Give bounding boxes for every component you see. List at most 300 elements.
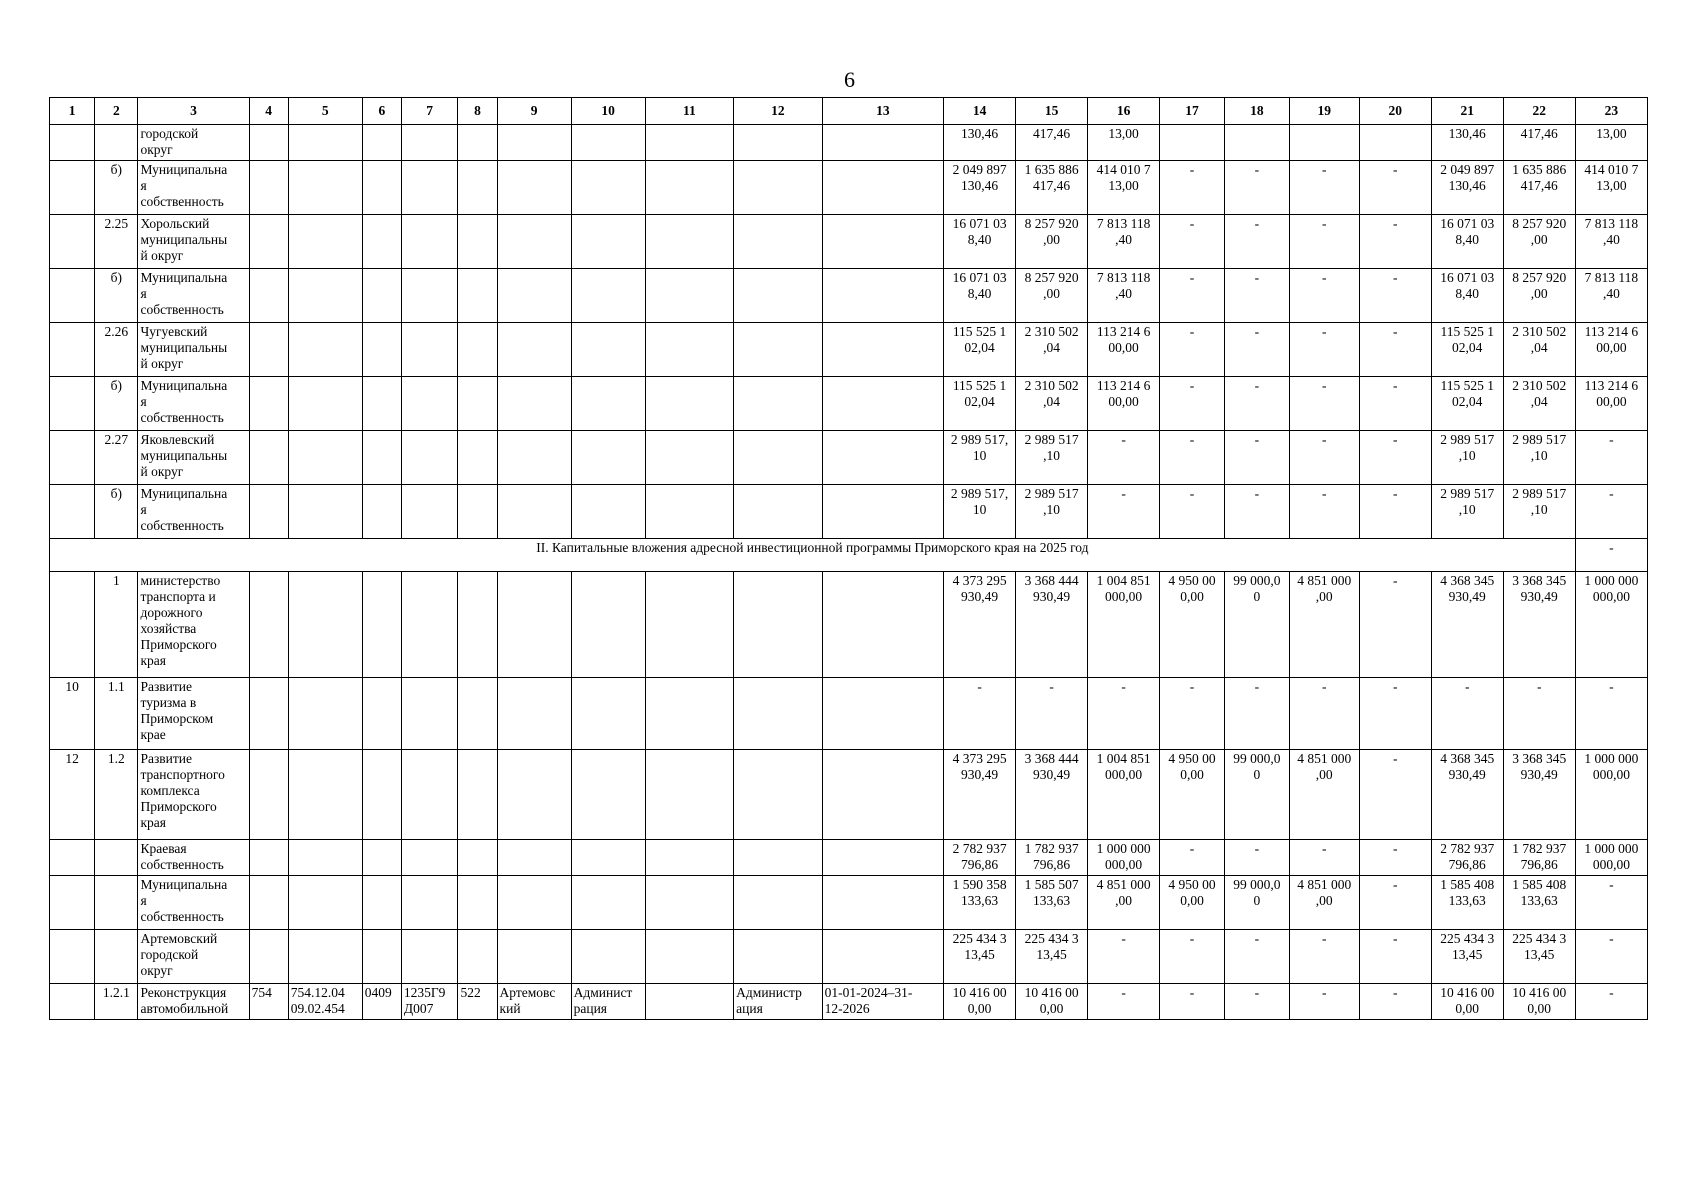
- cell-col-23: -: [1575, 876, 1647, 930]
- cell-col-13: [822, 876, 943, 930]
- cell-col-3: Муниципальна я собственность: [138, 485, 249, 539]
- cell-col-14: 1 590 358 133,63: [944, 876, 1016, 930]
- cell-col-17: -: [1160, 161, 1225, 215]
- cell-col-11: [645, 876, 733, 930]
- cell-col-15: 2 989 517 ,10: [1016, 485, 1088, 539]
- cell-col-16: -: [1088, 678, 1160, 750]
- cell-col-3: Развитие транспортного комплекса Приморского края: [138, 750, 249, 840]
- column-header-8: 8: [458, 98, 497, 125]
- column-header-1: 1: [50, 98, 95, 125]
- column-header-11: 11: [645, 98, 733, 125]
- column-header-10: 10: [571, 98, 645, 125]
- cell-col-3: министерство транспорта и дорожного хозяйства Приморского края: [138, 572, 249, 678]
- cell-col-5: [288, 125, 362, 161]
- column-header-16: 16: [1088, 98, 1160, 125]
- cell-col-1: [50, 485, 95, 539]
- cell-col-9: [497, 161, 571, 215]
- cell-col-19: -: [1289, 678, 1359, 750]
- cell-col-8: [458, 678, 497, 750]
- cell-col-8: [458, 485, 497, 539]
- cell-col-23: 414 010 7 13,00: [1575, 161, 1647, 215]
- cell-col-22: 2 989 517 ,10: [1503, 485, 1575, 539]
- cell-col-11: [645, 485, 733, 539]
- cell-col-21: 10 416 00 0,00: [1431, 984, 1503, 1020]
- cell-col-18: -: [1224, 269, 1289, 323]
- column-header-7: 7: [401, 98, 458, 125]
- cell-col-9: [497, 125, 571, 161]
- column-header-15: 15: [1016, 98, 1088, 125]
- cell-col-18: -: [1224, 377, 1289, 431]
- cell-col-17: -: [1160, 840, 1225, 876]
- cell-col-10: [571, 377, 645, 431]
- cell-col-5: [288, 161, 362, 215]
- cell-col-2: 1.2.1: [95, 984, 138, 1020]
- cell-col-6: [362, 485, 401, 539]
- cell-col-14: 130,46: [944, 125, 1016, 161]
- cell-col-14: 2 782 937 796,86: [944, 840, 1016, 876]
- cell-col-11: [645, 750, 733, 840]
- cell-col-21: -: [1431, 678, 1503, 750]
- cell-col-21: 4 368 345 930,49: [1431, 572, 1503, 678]
- cell-col-2: б): [95, 161, 138, 215]
- table-row: [50, 377, 1648, 431]
- cell-col-8: [458, 840, 497, 876]
- cell-col-10: [571, 840, 645, 876]
- cell-col-13: [822, 750, 943, 840]
- cell-col-21: 16 071 03 8,40: [1431, 215, 1503, 269]
- cell-col-17: 4 950 00 0,00: [1160, 572, 1225, 678]
- cell-col-21: 4 368 345 930,49: [1431, 750, 1503, 840]
- cell-col-18: [1224, 125, 1289, 161]
- cell-col-14: 16 071 03 8,40: [944, 269, 1016, 323]
- table-row: [50, 930, 1648, 984]
- cell-col-17: -: [1160, 215, 1225, 269]
- table-row: [50, 485, 1648, 539]
- cell-col-10: [571, 125, 645, 161]
- cell-col-18: -: [1224, 215, 1289, 269]
- cell-col-14: 115 525 1 02,04: [944, 377, 1016, 431]
- column-header-21: 21: [1431, 98, 1503, 125]
- cell-col-6: [362, 215, 401, 269]
- cell-col-9: [497, 431, 571, 485]
- cell-col-5: [288, 572, 362, 678]
- cell-col-23: 113 214 6 00,00: [1575, 323, 1647, 377]
- cell-col-9: [497, 840, 571, 876]
- table-row: [50, 215, 1648, 269]
- cell-col-18: -: [1224, 431, 1289, 485]
- cell-col-21: 2 989 517 ,10: [1431, 431, 1503, 485]
- cell-col-22: 2 310 502 ,04: [1503, 323, 1575, 377]
- cell-col-8: [458, 930, 497, 984]
- cell-col-17: -: [1160, 323, 1225, 377]
- cell-col-4: [249, 572, 288, 678]
- cell-col-1: [50, 269, 95, 323]
- cell-col-1: [50, 431, 95, 485]
- cell-col-14: 10 416 00 0,00: [944, 984, 1016, 1020]
- cell-col-19: -: [1289, 269, 1359, 323]
- cell-col-4: [249, 485, 288, 539]
- cell-col-13: 01-01-2024–31- 12-2026: [822, 984, 943, 1020]
- cell-col-22: 3 368 345 930,49: [1503, 750, 1575, 840]
- cell-col-6: [362, 678, 401, 750]
- table-row: [50, 125, 1648, 161]
- cell-col-15: 225 434 3 13,45: [1016, 930, 1088, 984]
- cell-col-22: 2 989 517 ,10: [1503, 431, 1575, 485]
- cell-col-11: [645, 323, 733, 377]
- cell-col-18: -: [1224, 984, 1289, 1020]
- cell-col-2: 1: [95, 572, 138, 678]
- cell-col-14: 16 071 03 8,40: [944, 215, 1016, 269]
- cell-col-21: 130,46: [1431, 125, 1503, 161]
- cell-col-16: 13,00: [1088, 125, 1160, 161]
- cell-col-23: 7 813 118 ,40: [1575, 215, 1647, 269]
- cell-col-22: -: [1503, 678, 1575, 750]
- cell-col-12: [734, 125, 822, 161]
- cell-col-11: [645, 125, 733, 161]
- cell-col-5: [288, 876, 362, 930]
- cell-col-7: [401, 678, 458, 750]
- cell-col-10: [571, 572, 645, 678]
- cell-col-11: [645, 984, 733, 1020]
- cell-col-13: [822, 431, 943, 485]
- cell-col-23: -: [1575, 930, 1647, 984]
- cell-col-13: [822, 840, 943, 876]
- cell-col-9: [497, 215, 571, 269]
- cell-col-22: 417,46: [1503, 125, 1575, 161]
- cell-col-19: [1289, 125, 1359, 161]
- cell-col-18: -: [1224, 161, 1289, 215]
- cell-col-12: [734, 161, 822, 215]
- cell-col-5: [288, 323, 362, 377]
- cell-col-2: 2.27: [95, 431, 138, 485]
- cell-col-23: 1 000 000 000,00: [1575, 572, 1647, 678]
- cell-col-2: [95, 876, 138, 930]
- cell-col-15: 8 257 920 ,00: [1016, 215, 1088, 269]
- cell-col-22: 1 635 886 417,46: [1503, 161, 1575, 215]
- cell-col-12: [734, 323, 822, 377]
- cell-col-3: Яковлевский муниципальны й округ: [138, 431, 249, 485]
- cell-col-2: 2.26: [95, 323, 138, 377]
- cell-col-20: -: [1359, 377, 1431, 431]
- cell-col-23: -: [1575, 431, 1647, 485]
- cell-col-5: [288, 930, 362, 984]
- cell-col-22: 3 368 345 930,49: [1503, 572, 1575, 678]
- cell-col-15: 2 989 517 ,10: [1016, 431, 1088, 485]
- column-header-4: 4: [249, 98, 288, 125]
- cell-col-12: [734, 485, 822, 539]
- cell-col-7: [401, 876, 458, 930]
- cell-col-17: -: [1160, 678, 1225, 750]
- cell-col-14: 115 525 1 02,04: [944, 323, 1016, 377]
- cell-col-8: [458, 269, 497, 323]
- table-row: [50, 750, 1648, 840]
- cell-col-18: -: [1224, 840, 1289, 876]
- cell-col-16: 1 000 000 000,00: [1088, 840, 1160, 876]
- cell-col-19: -: [1289, 377, 1359, 431]
- cell-col-9: [497, 678, 571, 750]
- cell-col-7: [401, 750, 458, 840]
- cell-col-10: [571, 431, 645, 485]
- cell-col-21: 115 525 1 02,04: [1431, 377, 1503, 431]
- cell-col-3: Хорольский муниципальны й округ: [138, 215, 249, 269]
- cell-col-15: 3 368 444 930,49: [1016, 750, 1088, 840]
- cell-col-23: 113 214 6 00,00: [1575, 377, 1647, 431]
- cell-col-15: 10 416 00 0,00: [1016, 984, 1088, 1020]
- column-header-6: 6: [362, 98, 401, 125]
- cell-col-13: [822, 269, 943, 323]
- cell-col-16: 414 010 7 13,00: [1088, 161, 1160, 215]
- cell-col-19: -: [1289, 323, 1359, 377]
- cell-col-8: [458, 215, 497, 269]
- cell-col-16: 113 214 6 00,00: [1088, 323, 1160, 377]
- cell-col-16: -: [1088, 984, 1160, 1020]
- cell-col-13: [822, 215, 943, 269]
- cell-col-12: [734, 678, 822, 750]
- cell-col-11: [645, 215, 733, 269]
- cell-col-8: [458, 750, 497, 840]
- cell-col-19: -: [1289, 215, 1359, 269]
- cell-col-12: [734, 572, 822, 678]
- cell-col-1: [50, 876, 95, 930]
- cell-col-13: [822, 377, 943, 431]
- cell-col-11: [645, 572, 733, 678]
- cell-col-14: 2 049 897 130,46: [944, 161, 1016, 215]
- cell-col-3: Артемовский городской округ: [138, 930, 249, 984]
- cell-col-21: 1 585 408 133,63: [1431, 876, 1503, 930]
- cell-col-14: -: [944, 678, 1016, 750]
- cell-col-9: [497, 930, 571, 984]
- cell-col-3: Муниципальна я собственность: [138, 161, 249, 215]
- cell-col-16: 7 813 118 ,40: [1088, 215, 1160, 269]
- column-header-5: 5: [288, 98, 362, 125]
- table-row: [50, 269, 1648, 323]
- cell-col-6: [362, 876, 401, 930]
- cell-col-1: [50, 323, 95, 377]
- cell-col-19: -: [1289, 930, 1359, 984]
- table-row: [50, 431, 1648, 485]
- cell-col-9: [497, 876, 571, 930]
- cell-col-9: [497, 377, 571, 431]
- cell-col-1: 12: [50, 750, 95, 840]
- cell-col-8: [458, 377, 497, 431]
- cell-col-7: [401, 485, 458, 539]
- cell-col-22: 2 310 502 ,04: [1503, 377, 1575, 431]
- cell-col-8: [458, 876, 497, 930]
- cell-col-8: [458, 572, 497, 678]
- cell-col-17: -: [1160, 930, 1225, 984]
- cell-col-20: [1359, 125, 1431, 161]
- cell-col-17: -: [1160, 377, 1225, 431]
- cell-col-8: 522: [458, 984, 497, 1020]
- cell-col-18: 99 000,0 0: [1224, 876, 1289, 930]
- cell-col-3: Реконструкция автомобильной: [138, 984, 249, 1020]
- cell-col-1: [50, 125, 95, 161]
- cell-col-20: -: [1359, 750, 1431, 840]
- cell-col-8: [458, 431, 497, 485]
- cell-col-22: 1 585 408 133,63: [1503, 876, 1575, 930]
- cell-col-1: [50, 840, 95, 876]
- cell-col-14: 4 373 295 930,49: [944, 750, 1016, 840]
- cell-col-18: -: [1224, 485, 1289, 539]
- cell-col-10: [571, 269, 645, 323]
- cell-col-11: [645, 161, 733, 215]
- cell-col-13: [822, 678, 943, 750]
- cell-col-11: [645, 930, 733, 984]
- cell-col-22: 1 782 937 796,86: [1503, 840, 1575, 876]
- cell-col-11: [645, 431, 733, 485]
- cell-col-5: [288, 678, 362, 750]
- cell-col-13: [822, 161, 943, 215]
- cell-col-21: 2 049 897 130,46: [1431, 161, 1503, 215]
- cell-col-3: городской округ: [138, 125, 249, 161]
- cell-col-6: 0409: [362, 984, 401, 1020]
- cell-col-3: Развитие туризма в Приморском крае: [138, 678, 249, 750]
- cell-col-22: 225 434 3 13,45: [1503, 930, 1575, 984]
- cell-col-15: 8 257 920 ,00: [1016, 269, 1088, 323]
- cell-col-2: [95, 930, 138, 984]
- cell-col-19: -: [1289, 161, 1359, 215]
- cell-col-8: [458, 161, 497, 215]
- cell-col-15: -: [1016, 678, 1088, 750]
- cell-col-12: [734, 431, 822, 485]
- cell-col-6: [362, 431, 401, 485]
- cell-col-16: 1 004 851 000,00: [1088, 750, 1160, 840]
- cell-col-6: [362, 269, 401, 323]
- cell-col-19: 4 851 000 ,00: [1289, 750, 1359, 840]
- table-row: [50, 678, 1648, 750]
- page-number: 6: [844, 67, 855, 92]
- cell-col-22: 8 257 920 ,00: [1503, 215, 1575, 269]
- cell-col-20: -: [1359, 215, 1431, 269]
- cell-col-14: 225 434 3 13,45: [944, 930, 1016, 984]
- cell-col-15: 2 310 502 ,04: [1016, 323, 1088, 377]
- cell-col-17: 4 950 00 0,00: [1160, 876, 1225, 930]
- cell-col-10: Админист рация: [571, 984, 645, 1020]
- table-row: [50, 840, 1648, 876]
- column-header-3: 3: [138, 98, 249, 125]
- cell-col-7: 1235Г9 Д007: [401, 984, 458, 1020]
- cell-col-4: [249, 750, 288, 840]
- cell-col-6: [362, 125, 401, 161]
- cell-col-7: [401, 377, 458, 431]
- cell-col-5: [288, 485, 362, 539]
- cell-col-16: 7 813 118 ,40: [1088, 269, 1160, 323]
- cell-col-7: [401, 215, 458, 269]
- table-row: [50, 876, 1648, 930]
- cell-col-9: [497, 269, 571, 323]
- cell-col-21: 2 782 937 796,86: [1431, 840, 1503, 876]
- cell-col-11: [645, 269, 733, 323]
- cell-col-17: -: [1160, 431, 1225, 485]
- cell-col-1: 10: [50, 678, 95, 750]
- cell-col-2: 2.25: [95, 215, 138, 269]
- cell-col-15: 3 368 444 930,49: [1016, 572, 1088, 678]
- cell-col-21: 16 071 03 8,40: [1431, 269, 1503, 323]
- table-row: [50, 161, 1648, 215]
- cell-col-6: [362, 377, 401, 431]
- cell-col-20: -: [1359, 930, 1431, 984]
- cell-col-10: [571, 323, 645, 377]
- cell-col-20: -: [1359, 269, 1431, 323]
- cell-col-2: б): [95, 377, 138, 431]
- cell-col-17: -: [1160, 485, 1225, 539]
- cell-col-17: -: [1160, 984, 1225, 1020]
- cell-col-4: [249, 377, 288, 431]
- cell-col-1: [50, 572, 95, 678]
- cell-col-10: [571, 750, 645, 840]
- cell-col-19: -: [1289, 431, 1359, 485]
- column-header-22: 22: [1503, 98, 1575, 125]
- cell-col-19: -: [1289, 840, 1359, 876]
- cell-col-5: [288, 269, 362, 323]
- cell-col-16: 4 851 000 ,00: [1088, 876, 1160, 930]
- cell-col-3: Краевая собственность: [138, 840, 249, 876]
- cell-col-14: 4 373 295 930,49: [944, 572, 1016, 678]
- cell-col-15: 1 635 886 417,46: [1016, 161, 1088, 215]
- cell-col-9: [497, 750, 571, 840]
- cell-col-20: -: [1359, 161, 1431, 215]
- cell-col-12: [734, 840, 822, 876]
- cell-col-2: 1.2: [95, 750, 138, 840]
- cell-col-15: 417,46: [1016, 125, 1088, 161]
- cell-col-1: [50, 161, 95, 215]
- cell-col-1: [50, 377, 95, 431]
- cell-col-17: -: [1160, 269, 1225, 323]
- cell-col-4: [249, 930, 288, 984]
- section-last-cell: -: [1575, 539, 1647, 572]
- cell-col-23: -: [1575, 678, 1647, 750]
- cell-col-14: 2 989 517, 10: [944, 485, 1016, 539]
- cell-col-18: -: [1224, 678, 1289, 750]
- cell-col-16: -: [1088, 485, 1160, 539]
- cell-col-7: [401, 161, 458, 215]
- cell-col-13: [822, 485, 943, 539]
- cell-col-19: -: [1289, 984, 1359, 1020]
- cell-col-6: [362, 750, 401, 840]
- cell-col-6: [362, 161, 401, 215]
- column-header-18: 18: [1224, 98, 1289, 125]
- cell-col-3: Муниципальна я собственность: [138, 876, 249, 930]
- cell-col-3: Чугуевский муниципальны й округ: [138, 323, 249, 377]
- cell-col-19: 4 851 000 ,00: [1289, 876, 1359, 930]
- cell-col-7: [401, 323, 458, 377]
- cell-col-4: [249, 678, 288, 750]
- cell-col-16: -: [1088, 930, 1160, 984]
- cell-col-21: 225 434 3 13,45: [1431, 930, 1503, 984]
- cell-col-3: Муниципальна я собственность: [138, 269, 249, 323]
- cell-col-4: [249, 840, 288, 876]
- cell-col-4: 754: [249, 984, 288, 1020]
- cell-col-6: [362, 930, 401, 984]
- cell-col-7: [401, 930, 458, 984]
- cell-col-11: [645, 377, 733, 431]
- cell-col-11: [645, 678, 733, 750]
- column-header-2: 2: [95, 98, 138, 125]
- cell-col-10: [571, 485, 645, 539]
- cell-col-2: 1.1: [95, 678, 138, 750]
- cell-col-12: [734, 269, 822, 323]
- cell-col-18: -: [1224, 930, 1289, 984]
- header-row: [50, 98, 1648, 125]
- cell-col-7: [401, 572, 458, 678]
- table-row: [50, 572, 1648, 678]
- cell-col-20: -: [1359, 876, 1431, 930]
- cell-col-13: [822, 125, 943, 161]
- cell-col-5: [288, 750, 362, 840]
- cell-col-1: [50, 215, 95, 269]
- cell-col-12: [734, 750, 822, 840]
- cell-col-4: [249, 125, 288, 161]
